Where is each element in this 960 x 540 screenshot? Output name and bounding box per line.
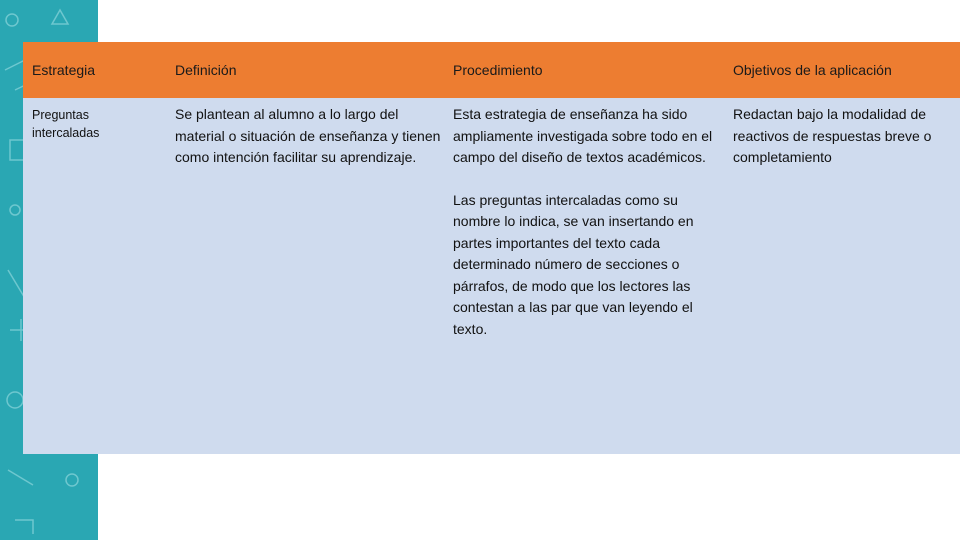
header-procedimiento: Procedimiento xyxy=(453,62,543,78)
header-definicion: Definición xyxy=(175,62,237,78)
procedimiento-paragraph-2: Las preguntas intercaladas como su nombre lo indica, se van insertando en partes importantes del texto cada determinado número de secciones o párrafos, de modo que los lectores las contestan a las par que van leyendo el texto. xyxy=(453,191,694,337)
cell-definicion: Se plantean al alumno a lo largo del material o situación de enseñanza y tienen como intención facilitar su aprendizaje. xyxy=(175,106,441,165)
header-estrategia: Estrategia xyxy=(32,62,96,78)
header-objetivos: Objetivos de la aplicación xyxy=(733,62,892,78)
strategy-table xyxy=(23,42,960,454)
procedimiento-paragraph-1: Esta estrategia de enseñanza ha sido ampliamente investigada sobre todo en el campo del diseño de textos académicos. xyxy=(453,106,713,165)
table-header-row xyxy=(23,42,960,98)
cell-objetivos: Redactan bajo la modalidad de reactivos de respuestas breve o completamiento xyxy=(733,106,932,165)
cell-procedimiento xyxy=(453,104,723,361)
cell-estrategia: Preguntas intercaladas xyxy=(32,108,100,140)
